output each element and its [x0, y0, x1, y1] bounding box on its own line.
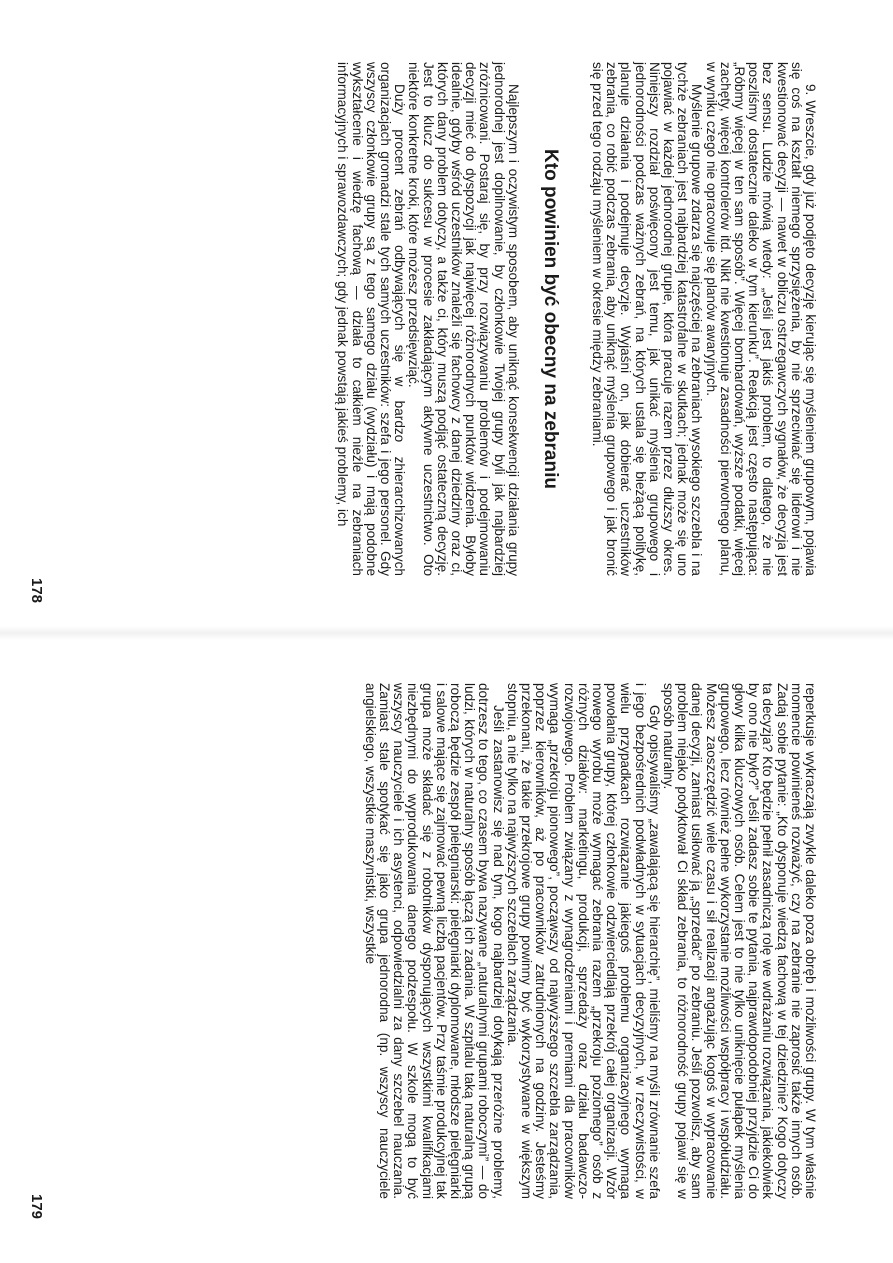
paragraph: Duży procent zebrań odbywających się w bardzo zhierarchizowanych organizacjach gromadzi stale tych samych uczestników: szefa i jego personel. Gdy wszyscy członkowie grupy są z tego samego działu (wydziału) i mają podobne wykształcenie i wiedzę fachową — działa to całkiem nieźle na zebraniach informacyjnych i sprawozdawczych; gdy jednak powstają jakieś problemy, ich	[335, 62, 408, 576]
page-number-right: 179	[28, 1194, 45, 1220]
paragraph: reperkusje wykraczają zwykle daleko poza obręb i możliwości grupy. W tym właśnie momencie powinieneś rozważyć, czy na zebranie nie zaprosić także innych osób. Zadaj sobie pytanie: „Kto dysponuje wiedzą fachową w tej dziedzinie? Kogo dotyczy ta decyzja? Kto będzie pełnił zasadniczą rolę we wdrażaniu rozwiązania, jakiekolwiek by ono nie było?” Jeśli zadasz sobie te pytania, najprawdopodobniej przyjdzie Ci do głowy kilka kluczowych osób. Celem jest to nie tylko uniknięcie pułapek myślenia grupowego, lecz również pełne wykorzystanie możliwości współpracy i współudziału. Możesz zaoszczędzić wiele czasu i sił realizacji angażując kogoś w wypracowanie danej decyzji, zamiast usiłować ją „sprzedać” po zebraniu. Jeśli pozwolisz, aby sam problem niejako podyktował Ci skład zebrania, to różnorodność grupy pojawi się w sposób naturalny.	[660, 683, 818, 1199]
paragraph: Gdy opisywaliśmy „zawalającą się hierarchię”, mieliśmy na myśli zrównanie szefa i jego bezpośrednich podwładnych w sytuacjach decyzyjnych, w rzeczywistości, w wielu przypadkach rozwiązanie jakiegoś problemu organizacyjnego wymaga powołania grupy, której członkowie odzwierciedlają przekrój całej organizacji. Wzór nowego wyrobu może wymagać zebrania razem „przekroju poziomego” osób z różnych działów: marketingu, produkcji, sprzedaży oraz działu badawczo-rozwojowego. Problem związany z wynagrodzeniami i premiami dla pracowników wymaga „przekroju pionowego”, począwszy od najwyższego szczebla zarządzania, poprzez kierowników, aż po pracowników zatrudnionych na godziny. Jesteśmy przekonani, że takie przekrojowe grupy powinny być wykorzystywane w większym stopniu, a nie tylko na najwyższych szczeblach zarządzania.	[504, 683, 662, 1199]
paragraph: Myślenie grupowe zdarza się najczęściej na zebraniach wysokiego szczebla i na tychże zebraniach jest najbardziej katastrofalne w skutkach; jednak może się uno pojawiać w każdej jednorodnej grupie, która pracuje razem przez dłuższy okres. Niniejszy rozdział poświęcony jest temu, jak unikać myślenia grupowego i jednorodności podczas ważnych zebrań, na których ustala się bieżącą politykę, planuje działania i podejmuje decyzje. Wyjaśni on, jak dobierać uczestników zebrania, co robić podczas zebrania, aby uniknąć myślenia grupowego i jak bronić się przed tego rodzaju myśleniem w okresie między zebraniami.	[589, 62, 705, 576]
left-page-text	[335, 62, 817, 576]
paragraph: Jeśli zastanowisz się nad tym, kogo najbardziej dotykają przeróżne problemy, dotrzesz to tego, co czasem bywa nazywane „naturalnymi grupami roboczymi” — do ludzi, których w naturalny sposób łączą ich zadania. W szpitalu taką naturalną grupą roboczą będzie zespół pielęgniarski: pielęgniarki dyplomowane, młodsze pielęgniarki i salowe mające się zajmować pewną liczbą pacjentów. Przy taśmie produkcyjnej tak grupa może składać się z robotników dysponujących wszystkimi kwalifikacjami niezbędnymi do wyprodukowania danego podzespołu. W szkole mogą to być wszyscy nauczyciele i ich asystenci, odpowiedzialni za dany szczebel nauczania. Zamiast stale spotykać się jako grupa jednorodna (np. wszyscy nauczyciele angielskiego, wszystkie maszynistki, wszystkie	[362, 683, 506, 1199]
section-heading: Kto powinien być obecny na zebraniu	[539, 149, 561, 489]
page-number-left: 178	[28, 578, 45, 604]
paragraph: Najlepszym i oczywistym sposobem, aby uniknąć konsekwencji działania grupy jednorodnej jest dopilnowanie, by członkowie Twojej grupy byli jak najbardziej zróżnicowani. Postaraj się, by przy rozwiązywaniu problemów i podejmowaniu decyzji mieć do dyspozycji jak najwięcej różnorodnych punktów widzenia. Byłoby idealnie, gdyby wśród uczestników znaleźli się fachowcy z danej dziedziny oraz ci, których dany problem dotyczy, a także ci, który muszą podjąć ostateczną decyzję. Jest to klucz do sukcesu w procesie zakładającym aktywne uczestnictwo. Oto niektóre konkretne kroki, które możesz przedsięwziąć.	[406, 62, 521, 576]
book-gutter	[0, 626, 893, 640]
right-page-text	[363, 683, 818, 1199]
paragraph: 9. Wreszcie, gdy już podjęto decyzję kierując się myśleniem grupowym, pojawia się coś na kształt niemego sprzysiężenia, by nie sprzeciwiać się liderowi i nie kwestionować decyzji — nawet w obliczu ostrzegawczych sygnałów, że decyzja jest bez sensu. Ludzie mówią wtedy: „Jeśli jest jakiś problem, to dlatego, że nie poszliśmy dostatecznie daleko w tym kierunku”. Reakcją jest często następująca: „Róbmy więcej w ten sam sposób”. Więcej bombardowań, wyższe podatki, więcej zachęty, więcej kontrolerów itd. Nikt nie kwestionuje zasadności pierwotnego planu, w wyniku czego nie opracowuje się planów awaryjnych.	[703, 62, 818, 576]
